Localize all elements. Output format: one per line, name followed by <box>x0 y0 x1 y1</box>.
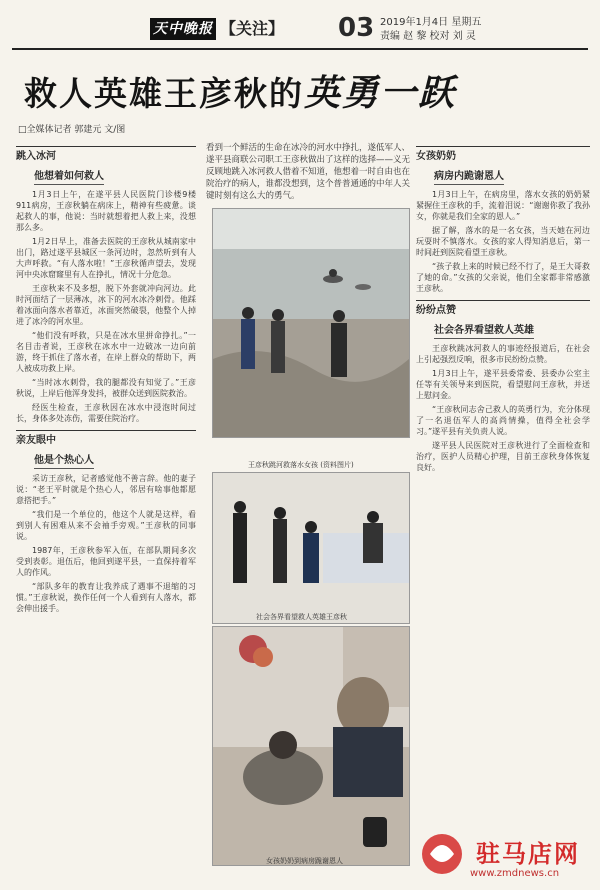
paragraph: 采访王彦秋，记者感觉他不善言辞。他的妻子说：“老王平时就是个热心人，邻居有啥事他都愿意搭把手。” <box>16 474 196 505</box>
photo2-caption: 社会各界看望救人英雄王彦秋 <box>256 613 347 621</box>
byline: □全媒体记者 郭建元 文/图 <box>18 125 126 135</box>
grandma-thanks-photo <box>212 626 410 866</box>
masthead-rule <box>12 48 588 50</box>
paragraph: 1月2日早上，准备去医院的王彦秋从城南家中出门，路过遂平县城区一条河边时，忽然听到有人大声呼救。“有人落水啦！”王彦秋循声望去，发现河中央冰窟窿里有人在挣扎，情况十分危急。 <box>16 237 196 279</box>
watermark-text: 驻马店网 <box>476 840 580 868</box>
subhead-title: 他想着如何救人 <box>34 170 104 185</box>
paragraph: 遂平县人民医院对王彦秋进行了全面检查和治疗，医护人员精心护理，目前王彦秋身体恢复良好。 <box>416 441 590 472</box>
paragraph: “当时冰水刺骨，我的腿都没有知觉了。”王彦秋说，上岸后他浑身发抖，被群众送到医院救治。 <box>16 378 196 398</box>
headline-main: 救人英雄王彦秋的 <box>24 74 304 113</box>
subhead-title: 社会各界看望救人英雄 <box>434 324 534 339</box>
right-column <box>416 140 590 880</box>
article-intro: 看到一个鲜活的生命在冰冷的河水中挣扎，遂低军人、遂平县商联公司职工王彦秋做出了这样的选择——义无反顾地跳入冰河救人借着不知道，他想着一时自由也在院治疗的病人，谁都没想到，这个普普通通的中年人关键时刻有这么大的勇气。 <box>206 143 410 201</box>
subhead-title: 他是个热心人 <box>34 454 94 469</box>
grandma-thanks-illustration <box>213 627 409 865</box>
newspaper-logo: 天中晚报 <box>150 18 216 40</box>
masthead <box>0 0 600 58</box>
paragraph: 据了解，落水的是一名女孩，当天她在河边玩耍时不慎落水。女孩的家人得知消息后，第一时间赶到医院看望王彦秋。 <box>416 226 590 257</box>
subhead-kicker: 纷纷点赞 <box>416 305 456 316</box>
left-column <box>16 140 196 880</box>
paragraph: 1987年，王彦秋参军入伍，在部队期间多次受到表彰。退伍后，他回到遂平县，一直保持着军人的作风。 <box>16 546 196 577</box>
page-number: 03 <box>338 13 375 43</box>
subhead-title: 病房内跪谢恩人 <box>434 170 504 185</box>
subhead-grandma <box>416 146 590 185</box>
photo1-caption: 王彦秋跳河救落水女孩 (资料图片) <box>248 461 354 469</box>
paragraph: 1月3日上午，遂平县委常委、县委办公室主任等有关领导来到医院，看望慰问王彦秋，并送上慰问金。 <box>416 369 590 400</box>
paragraph: “王彦秋同志舍己救人的英勇行为，充分体现了一名退伍军人的高尚情操，值得全社会学习。”遂平县有关负责人说。 <box>416 405 590 436</box>
headline <box>24 70 584 118</box>
subhead-kicker: 跳入冰河 <box>16 151 56 162</box>
watermark-url: www.zmdnews.cn <box>470 868 560 879</box>
subhead-friends-view <box>16 430 196 469</box>
photo3-caption: 女孩奶奶到病房跪谢恩人 <box>266 857 343 865</box>
paragraph: 1月3日上午，在病房里，落水女孩的奶奶紧紧握住王彦秋的手，流着泪说：“谢谢你救了我孙女，你就是我们全家的恩人。” <box>416 190 590 221</box>
issue-date: 2019年1月4日 星期五 <box>380 17 482 28</box>
river-rescue-illustration <box>213 209 409 437</box>
section-label: 【关注】 <box>220 19 285 38</box>
paragraph: 1月3日上午，在遂平县人民医院门诊楼9楼911病房，王彦秋躺在病床上，精神有些疲惫。谈起救人的事，他说：当时就想着把人救上来，没想那么多。 <box>16 190 196 232</box>
subhead-kicker: 女孩奶奶 <box>416 151 456 162</box>
paragraph: “他们没有呼救，只是在冰水里拼命挣扎。”一名目击者说，王彦秋在冰水中一边破冰一边向前游，终于抓住了落水者，在岸上群众的帮助下，两人被成功救上岸。 <box>16 331 196 373</box>
paragraph: 经医生检查，王彦秋因在冰水中浸泡时间过长，身体多处冻伤，需要住院治疗。 <box>16 403 196 423</box>
paragraph: “我们是一个单位的，他这个人就是这样，看到别人有困难从来不会袖手旁观。”王彦秋的同事说。 <box>16 510 196 541</box>
visit-illustration <box>213 473 409 623</box>
editors-line: 责编 赵 黎 校对 刘 灵 <box>380 31 476 42</box>
river-rescue-photo <box>212 208 410 438</box>
paragraph: 王彦秋来不及多想，脱下外套就冲向河边。此时河面结了一层薄冰，冰下的河水冰冷刺骨。他踩着冰面向落水者靠近，冰面突然破裂，他整个人掉进了冰冷的河水里。 <box>16 284 196 326</box>
paragraph: 王彦秋跳冰河救人的事迹经报道后，在社会上引起强烈反响，很多市民纷纷点赞。 <box>416 344 590 364</box>
headline-emphasis: 英勇一跃 <box>304 73 457 114</box>
visit-photo <box>212 472 410 624</box>
subhead-jump-into-river <box>16 146 196 185</box>
subhead-kicker: 亲友眼中 <box>16 435 56 446</box>
subhead-praise <box>416 300 590 339</box>
paragraph: “孩子救上来的时候已经不行了，是王大哥救了她的命。”女孩的父亲说，他们全家都非常感激王彦秋。 <box>416 262 590 293</box>
paragraph: “部队多年的教育让我养成了遇事不退缩的习惯。”王彦秋说，换作任何一个人看到有人落水，都会伸出援手。 <box>16 582 196 613</box>
